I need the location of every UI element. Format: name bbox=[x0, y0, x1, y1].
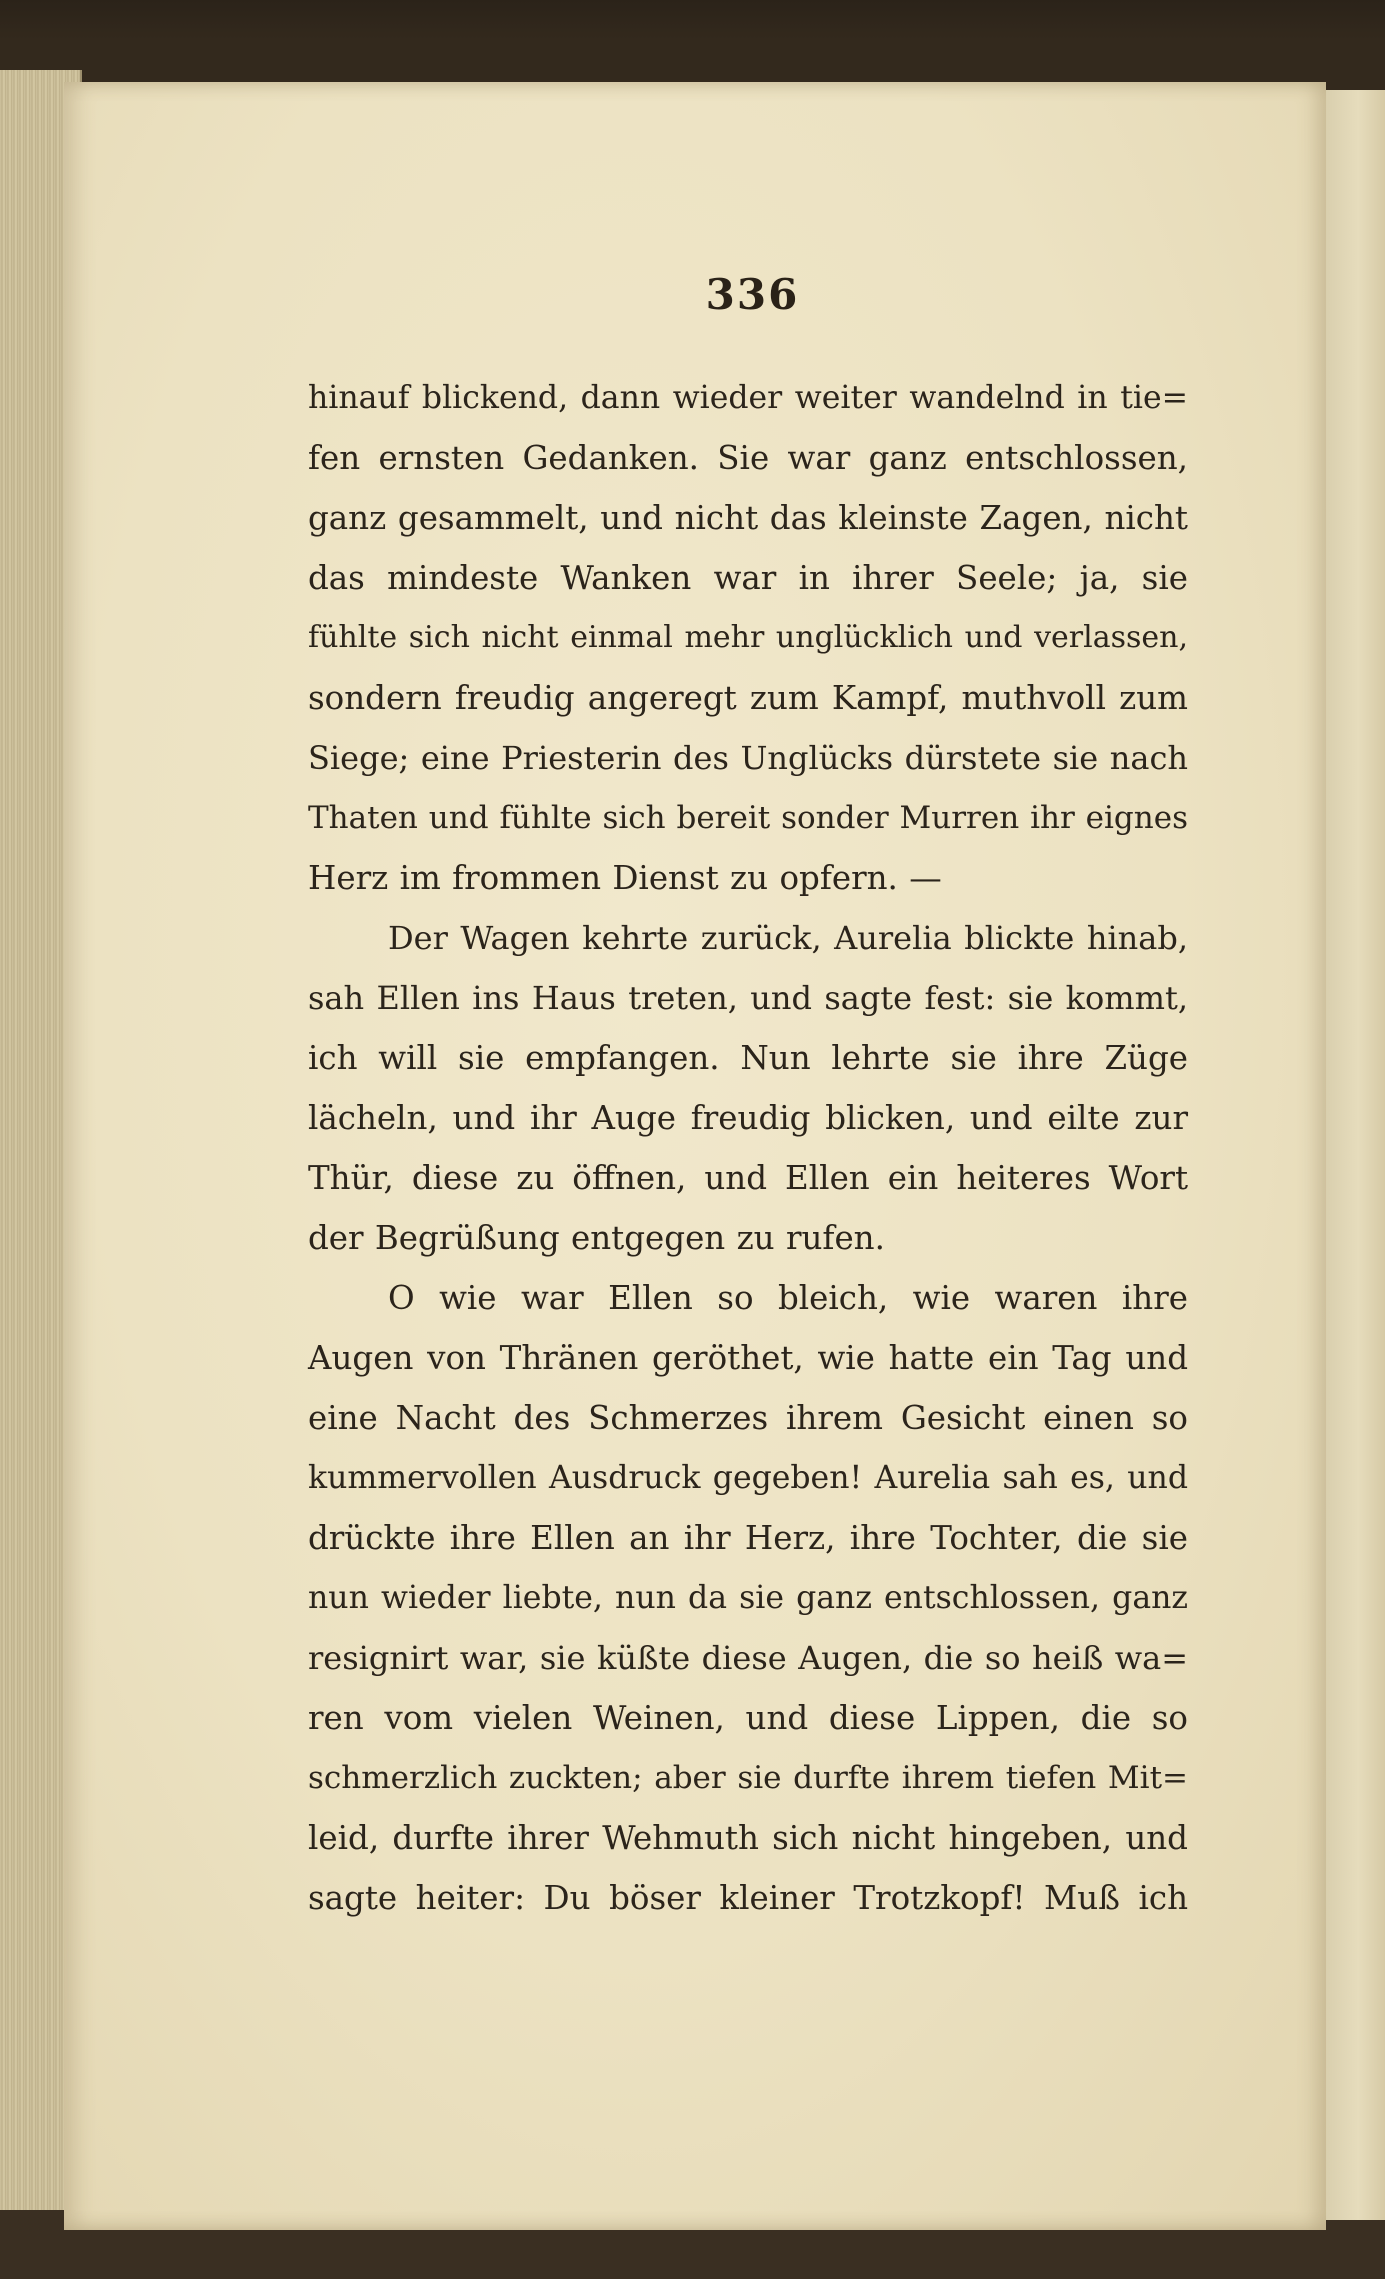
text-line: ich will sie empfangen. Nun lehrte sie ihre Züge bbox=[308, 1039, 1188, 1077]
text-line: ren vom vielen Weinen, und diese Lippen, die so bbox=[308, 1699, 1188, 1737]
text-line: das mindeste Wanken war in ihrer Seele; ja, sie bbox=[308, 559, 1188, 597]
text-line: Herz im frommen Dienst zu opfern. — bbox=[308, 859, 942, 897]
facing-page-edge bbox=[1318, 90, 1385, 2220]
text-line: Thür, diese zu öffnen, und Ellen ein heiteres Wort bbox=[308, 1159, 1188, 1197]
text-line: Augen von Thränen geröthet, wie hatte ein Tag und bbox=[308, 1339, 1188, 1377]
text-line: leid, durfte ihrer Wehmuth sich nicht hingeben, und bbox=[308, 1819, 1188, 1857]
text-line: sah Ellen ins Haus treten, und sagte fest: sie kommt, bbox=[308, 979, 1188, 1017]
text-line: schmerzlich zuckten; aber sie durfte ihrem tiefen Mit= bbox=[308, 1760, 1188, 1796]
text-line: kummervollen Ausdruck gegeben! Aurelia sah es, und bbox=[308, 1460, 1188, 1496]
text-line: nun wieder liebte, nun da sie ganz entschlossen, ganz bbox=[308, 1580, 1188, 1616]
page-number: 336 bbox=[705, 270, 800, 319]
text-line: fen ernsten Gedanken. Sie war ganz entschlossen, bbox=[308, 439, 1188, 477]
text-line: Thaten und fühlte sich bereit sonder Murren ihr eignes bbox=[308, 800, 1188, 836]
text-line: O wie war Ellen so bleich, wie waren ihre bbox=[388, 1279, 1188, 1317]
text-line: lächeln, und ihr Auge freudig blicken, und eilte zur bbox=[308, 1099, 1188, 1137]
text-line: Siege; eine Priesterin des Unglücks dürstete sie nach bbox=[308, 739, 1188, 777]
text-line: hinauf blickend, dann wieder weiter wandelnd in tie= bbox=[308, 380, 1188, 416]
text-line: ganz gesammelt, und nicht das kleinste Zagen, nicht bbox=[308, 499, 1188, 537]
text-line: sondern freudig angeregt zum Kampf, muthvoll zum bbox=[308, 679, 1188, 717]
text-line: resignirt war, sie küßte diese Augen, die so heiß wa= bbox=[308, 1639, 1188, 1677]
text-line: eine Nacht des Schmerzes ihrem Gesicht einen so bbox=[308, 1399, 1188, 1437]
text-line: drückte ihre Ellen an ihr Herz, ihre Tochter, die sie bbox=[308, 1519, 1188, 1557]
text-line: fühlte sich nicht einmal mehr unglücklich und verlassen, bbox=[308, 620, 1188, 655]
text-line: der Begrüßung entgegen zu rufen. bbox=[308, 1219, 885, 1257]
body-text bbox=[308, 368, 1188, 1928]
text-line: Der Wagen kehrte zurück, Aurelia blickte hinab, bbox=[388, 919, 1188, 957]
text-line: sagte heiter: Du böser kleiner Trotzkopf! Muß ich bbox=[308, 1879, 1188, 1917]
